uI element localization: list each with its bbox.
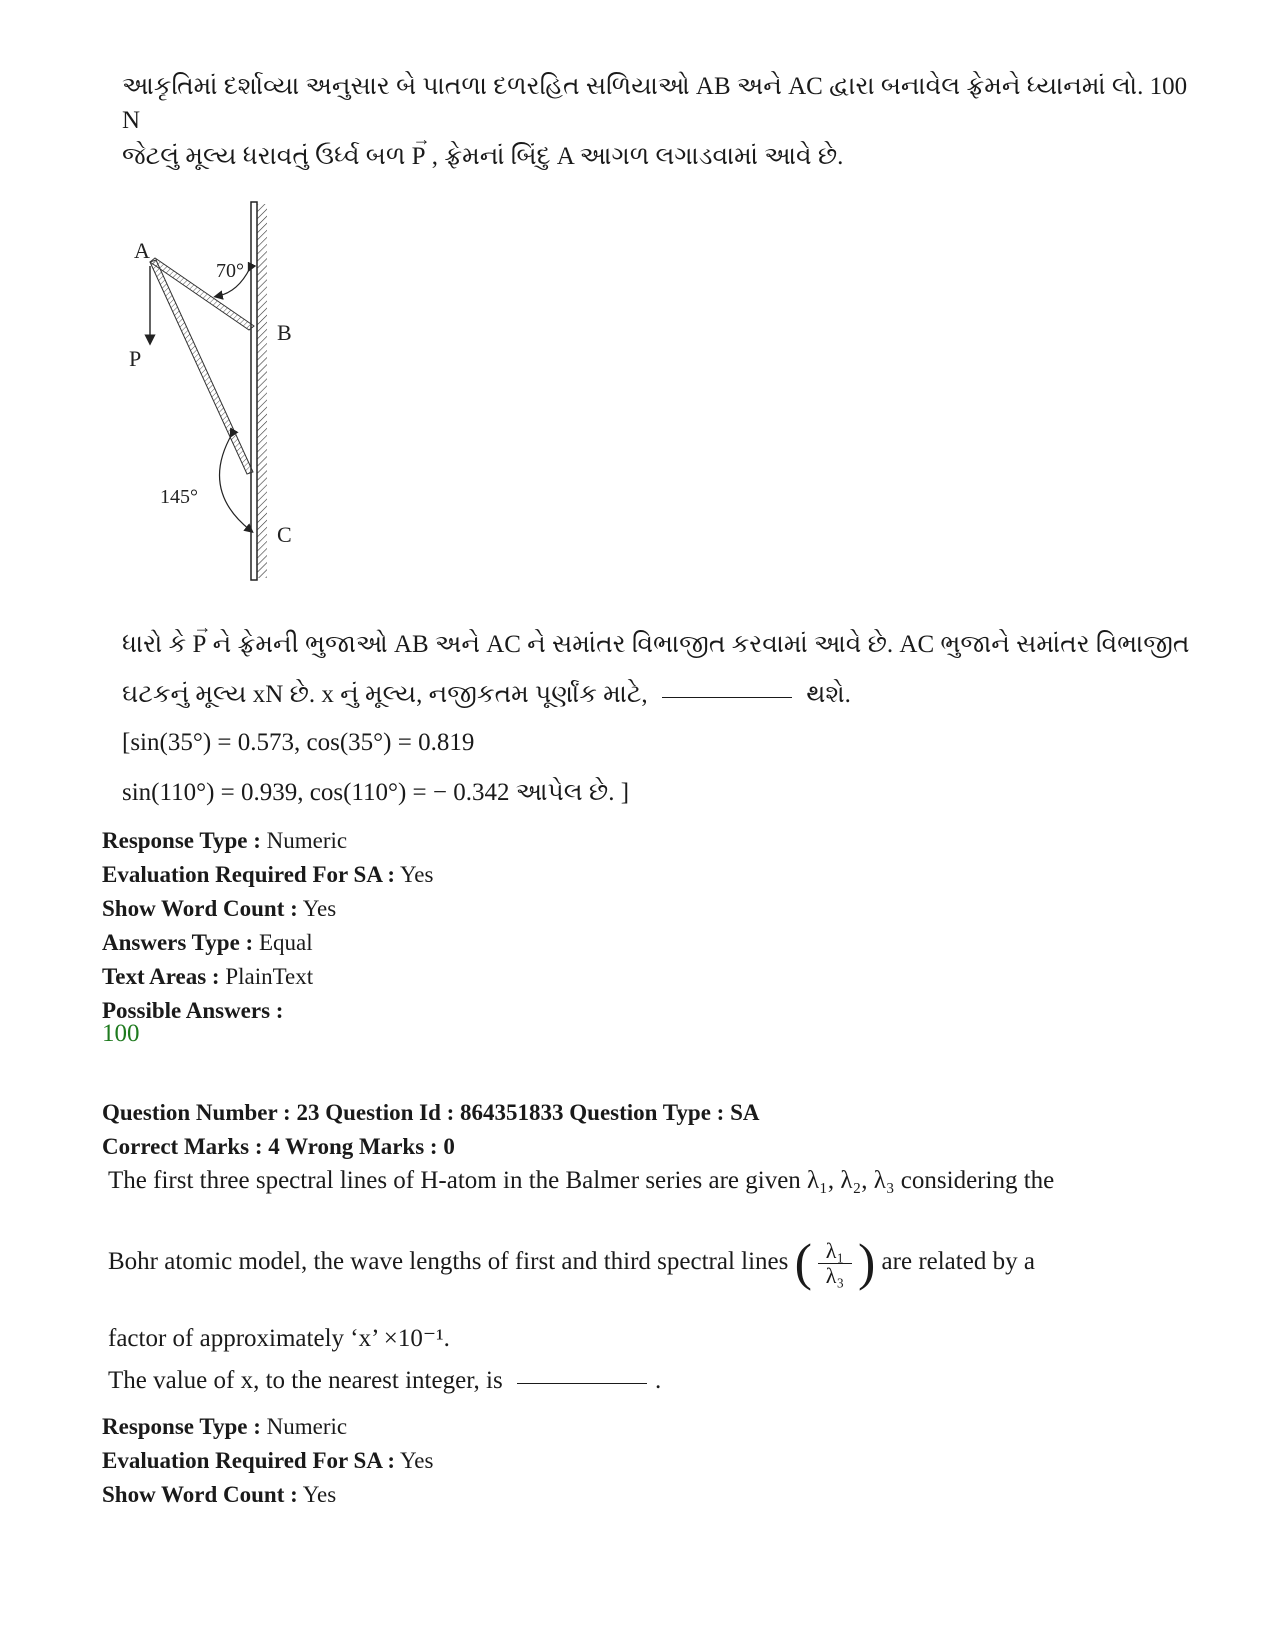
meta-text-areas: Text Areas : PlainText: [102, 964, 314, 989]
q23-line-2-post: are related by a: [881, 1248, 1035, 1275]
label-p: P: [129, 346, 142, 371]
q23-line-4-pre: The value of x, to the nearest integer, is: [108, 1367, 503, 1394]
fraction-denominator: λ₃: [825, 1262, 845, 1288]
q23-header-line-2: Correct Marks : 4 Wrong Marks : 0: [102, 1134, 455, 1159]
q22-line-5: [sin(35°) = 0.573, cos(35°) = 0.819: [122, 729, 475, 756]
q23-header-line-1: Question Number : 23 Question Id : 864351833 Question Type : SA: [102, 1100, 760, 1125]
q22-line-6: sin(110°) = 0.939, cos(110°) = − 0.342 આપેલ છે. ]: [122, 779, 630, 806]
q23-line-2: [108, 1222, 1228, 1303]
q22-line-3-post: ને ફ્રેમની ભુજાઓ AB અને AC ને સમાંતર વિભાજીત કરવામાં આવે છે. AC ભુજાને સમાંતર વિભાજીત: [212, 631, 1190, 658]
possible-answer-value: 100: [102, 1020, 140, 1047]
paren-right: ): [857, 1234, 876, 1292]
q22-line-3-pre: ધારો કે: [122, 631, 193, 658]
meta-evaluation-required: Evaluation Required For SA : Yes: [102, 862, 434, 887]
label-angle-145: 145°: [160, 486, 198, 508]
frame-diagram: [120, 200, 320, 620]
label-angle-70: 70°: [216, 260, 244, 282]
q22-line-1: આકૃતિમાં દર્શાવ્યા અનુસાર બે પાતળા દળરહિત સળિયાઓ AB અને AC દ્વારા બનાવેલ ફ્રેમને ધ્યાનમાં લો. 100 N: [122, 73, 1188, 134]
wall: [251, 202, 267, 580]
q22-line-2-pre: જેટલું મૂલ્ય ધરાવતું ઉર્ધ્વ બળ: [122, 143, 412, 170]
q22-line-2-post: , ફ્રેમનાં બિંદુ A આગળ લગાડવામાં આવે છે.: [431, 143, 844, 170]
q23-line-4-post: .: [654, 1367, 662, 1394]
q23-meta: [102, 1410, 433, 1512]
lambda-fraction: [818, 1239, 852, 1288]
q23-meta-evaluation-required: Evaluation Required For SA : Yes: [102, 1448, 434, 1473]
meta-response-type: Response Type : Numeric: [102, 828, 348, 853]
q22-line-2: [122, 140, 1202, 174]
label-b: B: [277, 320, 292, 345]
q22-meta: [102, 824, 433, 1028]
paren-left: (: [794, 1234, 812, 1292]
answer-blank: [662, 697, 792, 698]
q23-meta-response-type: Response Type : Numeric: [102, 1414, 348, 1439]
q22-line-4: [122, 678, 1202, 712]
q22-line-4-pre: ઘટકનું મૂલ્ય xN છે. x નું મૂલ્ય, નજીકતમ પૂર્ણાંક માટે,: [122, 681, 648, 708]
q23-line-3: factor of approximately ‘x’ ×10⁻¹.: [108, 1325, 450, 1352]
q23-header: [102, 1096, 760, 1164]
vector-p: → P: [412, 140, 426, 174]
meta-answers-type: Answers Type : Equal: [102, 930, 313, 955]
q22-line-3: [122, 628, 1202, 662]
frame-figure: [120, 200, 320, 620]
vector-p-2: → P: [192, 628, 206, 662]
answer-blank-2: [517, 1383, 647, 1384]
label-a: A: [134, 238, 150, 263]
q23-meta-show-word-count: Show Word Count : Yes: [102, 1482, 337, 1507]
meta-show-word-count: Show Word Count : Yes: [102, 896, 337, 921]
q23-line-2-pre: Bohr atomic model, the wave lengths of first and third spectral lines: [108, 1248, 789, 1275]
q23-line-1: The first three spectral lines of H-atom in the Balmer series are given λ₁, λ₂, λ₃ considering the: [108, 1167, 1055, 1194]
fraction-numerator: λ₁: [825, 1237, 845, 1263]
meta-possible-answers: Possible Answers :: [102, 998, 284, 1023]
label-c: C: [277, 522, 292, 547]
q23-line-4: [108, 1364, 1228, 1398]
q22-line-4-post: થશે.: [806, 681, 851, 708]
